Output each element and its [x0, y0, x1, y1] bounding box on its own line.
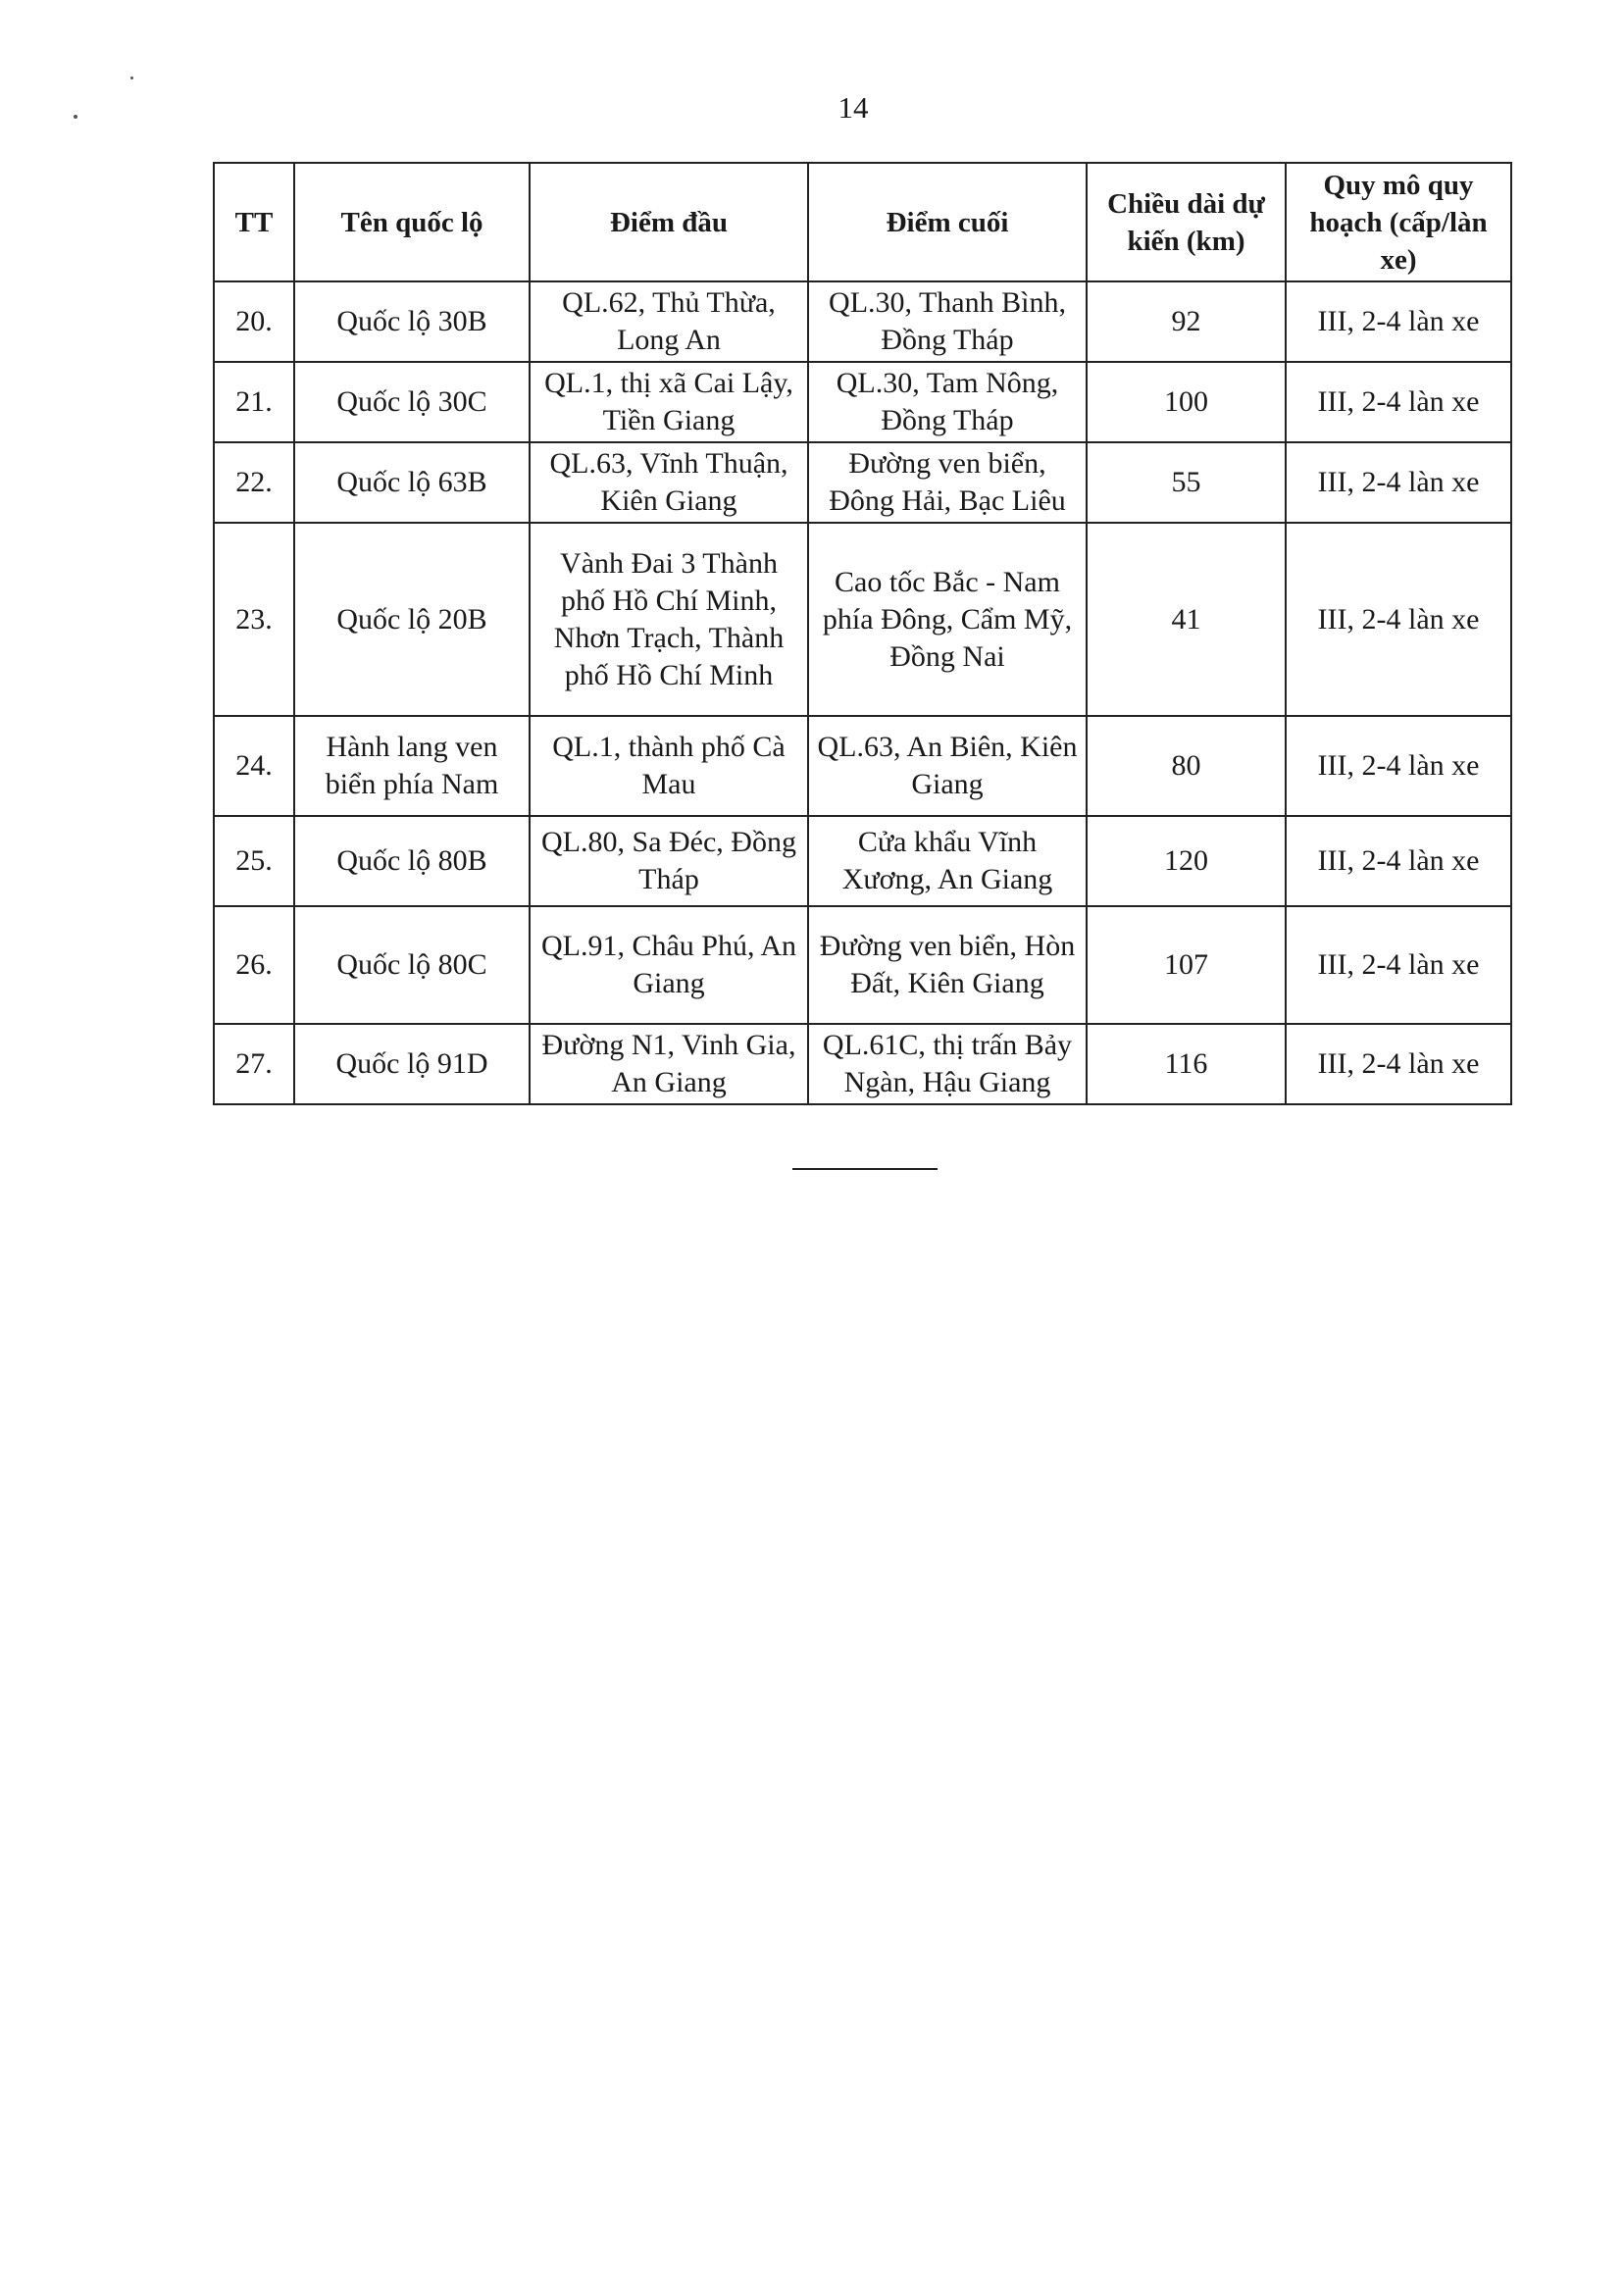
row-length: 116	[1087, 1024, 1286, 1104]
row-length: 100	[1087, 362, 1286, 442]
row-end-point: Cửa khẩu Vĩnh Xương, An Giang	[808, 816, 1087, 906]
row-scale: III, 2-4 làn xe	[1286, 442, 1511, 523]
table-row	[214, 906, 1511, 1024]
header-start-point: Điểm đầu	[530, 163, 808, 281]
row-length: 41	[1087, 523, 1286, 716]
row-length: 55	[1087, 442, 1286, 523]
row-start-point: QL.1, thành phố Cà Mau	[530, 716, 808, 816]
national-roads-table	[213, 162, 1512, 1105]
table-row	[214, 362, 1511, 442]
end-separator-line	[792, 1168, 938, 1170]
row-road-name: Quốc lộ 91D	[294, 1024, 530, 1104]
row-scale: III, 2-4 làn xe	[1286, 1024, 1511, 1104]
header-length: Chiều dài dự kiến (km)	[1087, 163, 1286, 281]
row-road-name: Quốc lộ 63B	[294, 442, 530, 523]
row-end-point: Đường ven biển, Hòn Đất, Kiên Giang	[808, 906, 1087, 1024]
row-road-name: Quốc lộ 30C	[294, 362, 530, 442]
table-row	[214, 1024, 1511, 1104]
row-scale: III, 2-4 làn xe	[1286, 716, 1511, 816]
row-tt: 25.	[214, 816, 294, 906]
table-header-row	[214, 163, 1511, 281]
row-start-point: QL.91, Châu Phú, An Giang	[530, 906, 808, 1024]
scan-speck	[130, 76, 133, 79]
row-end-point: Cao tốc Bắc - Nam phía Đông, Cẩm Mỹ, Đồng Nai	[808, 523, 1087, 716]
page-number: 14	[837, 90, 869, 125]
table-row	[214, 442, 1511, 523]
row-scale: III, 2-4 làn xe	[1286, 816, 1511, 906]
table-row	[214, 816, 1511, 906]
row-end-point: QL.30, Tam Nông, Đồng Tháp	[808, 362, 1087, 442]
row-tt: 23.	[214, 523, 294, 716]
row-road-name: Quốc lộ 30B	[294, 281, 530, 362]
row-end-point: QL.30, Thanh Bình, Đồng Tháp	[808, 281, 1087, 362]
row-road-name: Quốc lộ 20B	[294, 523, 530, 716]
row-tt: 26.	[214, 906, 294, 1024]
row-road-name: Quốc lộ 80C	[294, 906, 530, 1024]
row-length: 80	[1087, 716, 1286, 816]
row-tt: 22.	[214, 442, 294, 523]
row-tt: 27.	[214, 1024, 294, 1104]
row-road-name: Hành lang ven biển phía Nam	[294, 716, 530, 816]
header-tt: TT	[214, 163, 294, 281]
header-end-point: Điểm cuối	[808, 163, 1087, 281]
row-start-point: QL.1, thị xã Cai Lậy, Tiền Giang	[530, 362, 808, 442]
table-row	[214, 281, 1511, 362]
row-road-name: Quốc lộ 80B	[294, 816, 530, 906]
table-row	[214, 716, 1511, 816]
row-start-point: QL.80, Sa Đéc, Đồng Tháp	[530, 816, 808, 906]
row-scale: III, 2-4 làn xe	[1286, 281, 1511, 362]
row-scale: III, 2-4 làn xe	[1286, 906, 1511, 1024]
header-scale: Quy mô quy hoạch (cấp/làn xe)	[1286, 163, 1511, 281]
row-tt: 21.	[214, 362, 294, 442]
row-start-point: Đường N1, Vinh Gia, An Giang	[530, 1024, 808, 1104]
row-scale: III, 2-4 làn xe	[1286, 362, 1511, 442]
row-length: 120	[1087, 816, 1286, 906]
row-length: 107	[1087, 906, 1286, 1024]
row-tt: 20.	[214, 281, 294, 362]
row-start-point: QL.63, Vĩnh Thuận, Kiên Giang	[530, 442, 808, 523]
row-tt: 24.	[214, 716, 294, 816]
table-row	[214, 523, 1511, 716]
row-start-point: QL.62, Thủ Thừa, Long An	[530, 281, 808, 362]
row-end-point: QL.63, An Biên, Kiên Giang	[808, 716, 1087, 816]
row-end-point: QL.61C, thị trấn Bảy Ngàn, Hậu Giang	[808, 1024, 1087, 1104]
row-length: 92	[1087, 281, 1286, 362]
row-scale: III, 2-4 làn xe	[1286, 523, 1511, 716]
row-end-point: Đường ven biển, Đông Hải, Bạc Liêu	[808, 442, 1087, 523]
header-road-name: Tên quốc lộ	[294, 163, 530, 281]
row-start-point: Vành Đai 3 Thành phố Hồ Chí Minh, Nhơn Trạch, Thành phố Hồ Chí Minh	[530, 523, 808, 716]
